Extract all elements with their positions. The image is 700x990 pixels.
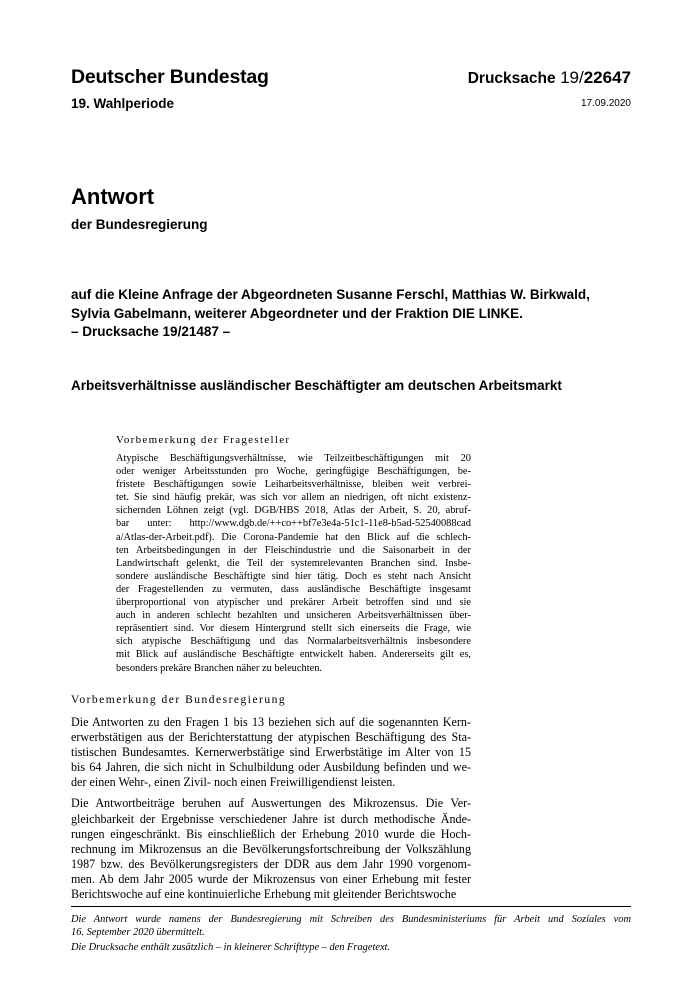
drucksache-id: 22647 xyxy=(583,68,631,87)
footnote-line: Die Antwort wurde namens der Bundesregierung mit Schreiben des Bundesministeriums für Arbeit und Soziales vom xyxy=(71,914,631,925)
text-line: Die Antworten zu den Fragen 1 bis 13 beziehen sich auf die sogenannten Kern- xyxy=(71,715,471,729)
text-line: erwerbstätigen aus der Berichterstattung der atypischen Beschäftigung des Sta- xyxy=(71,730,471,745)
footnote-line: 16. September 2020 übermittelt. xyxy=(71,927,205,938)
anfrage-reference xyxy=(71,286,641,342)
text-line: mit Blick auf ausländische Beschäftigte entwickelt haben. Andererseits gilt es, xyxy=(116,649,471,661)
drucksache-prefix: 19/ xyxy=(560,68,584,87)
footnote xyxy=(71,913,631,954)
text-line: der Fragestellenden zu vermuten, dass ausländische Beschäftigte insgesamt xyxy=(116,583,471,595)
drucksache-label: Drucksache xyxy=(467,70,556,87)
text-line: Die Antwortbeiträge beruhen auf Auswertungen des Mikrozensus. Die Ver- xyxy=(71,796,471,811)
text-line: überproportional von atypischer und prekärer Arbeit betroffen sind und sie xyxy=(116,597,471,609)
text-line: Landwirtschaft gelenkt, die Teil der systemrelevanten Branchen sind. Insbe- xyxy=(116,557,471,569)
text-line: bis 64 Jahren, die sich nicht in Schulbildung oder Ausbildung befinden und we- xyxy=(71,760,471,775)
text-line: rungen eingeschränkt. Bis einschließlich der Erhebung 2010 wurde die Hoch- xyxy=(71,826,471,841)
legislative-period: 19. Wahlperiode xyxy=(71,96,175,111)
text-line: sondere ausländische Beschäftigte sind hier tätig. Doch es steht nach Ansicht xyxy=(116,570,471,582)
document-subtitle: der Bundesregierung xyxy=(71,217,208,232)
text-line: bar unter: http://www.dgb.de/++co++bf7e3e4a-51c1-11e8-b5ad-52540088cad xyxy=(116,518,471,530)
text-line: oder weniger Arbeitsstunden pro Woche, geringfügige Beschäftigungen, be- xyxy=(116,466,471,478)
text-line: tet. Sie sind häufig prekär, was sich vor allem an niedrigen, oft nicht existenz- xyxy=(116,492,471,504)
text-line: repräsentiert sind. Vor diesem Hintergrund stellt sich einerseits die Frage, wie xyxy=(116,623,471,635)
drucksache-number xyxy=(468,68,631,88)
vorbemerkung-bundesregierung-text xyxy=(71,715,471,902)
text-line: sich atypische Beschäftigung und das Normalarbeitsverhältnis insbesondere xyxy=(116,636,471,648)
vorbemerkung-fragesteller-text xyxy=(116,452,471,675)
footnote-divider xyxy=(71,906,631,907)
text-line: tistischen Bundesamtes. Kernerwerbstätige sind Erwerbstätige im Alter von 15 xyxy=(71,745,471,760)
text-line: 1987 bzw. des Bevölkerungsregisters der DDR aus dem Jahr 1990 vorgenom- xyxy=(71,856,471,871)
anfrage-line: – Drucksache 19/21487 – xyxy=(71,324,231,339)
text-line: sichernden Löhnen zeigt (vgl. DGB/HBS 2018, Atlas der Arbeit, S. 20, abruf- xyxy=(116,505,471,517)
organization-name: Deutscher Bundestag xyxy=(71,66,269,88)
text-line: men. Ab dem Jahr 2005 wurde der Mikrozensus von einer Erhebung mit fester xyxy=(71,871,471,886)
text-line: Atypische Beschäftigungsverhältnisse, wie Teilzeitbeschäftigungen mit 20 xyxy=(116,453,471,464)
footnote-line: Die Drucksache enthält zusätzlich – in kleinerer Schrifttype – den Fragetext. xyxy=(71,942,391,953)
text-line: besonders prekäre Branchen näher zu beleuchten. xyxy=(116,662,322,674)
text-line: auch in anderen schlecht bezahlten und unsicheren Arbeitsverhältnissen über- xyxy=(116,610,471,622)
anfrage-line: auf die Kleine Anfrage der Abgeordneten Susanne Ferschl, Matthias W. Birkwald, xyxy=(71,287,590,302)
document-subject: Arbeitsverhältnisse ausländischer Beschäftigter am deutschen Arbeitsmarkt xyxy=(71,378,562,393)
document-date: 17.09.2020 xyxy=(580,98,631,109)
text-line: gleichbarkeit der Ergebnisse verschiedener Jahre ist durch methodische Ände- xyxy=(71,811,471,826)
text-line: Berichtswoche auf eine kontinuierliche Erhebung mit gleitender Berichtswoche xyxy=(71,887,457,902)
text-line: ten Arbeitsbedingungen in der Fleischindustrie und die Saisonarbeit in der xyxy=(116,544,471,556)
vorbemerkung-bundesregierung-heading: Vorbemerkung der Bundesregierung xyxy=(71,694,287,706)
vorbemerkung-fragesteller-heading: Vorbemerkung der Fragesteller xyxy=(116,434,291,446)
text-line: fristete Beschäftigungen sowie Leiharbeitsverhältnisse, bleiben weit verbrei- xyxy=(116,479,471,491)
document-title: Antwort xyxy=(71,184,155,209)
text-line: der einen Wehr-, einen Zivil- noch einen Freiwilligendienst leisten. xyxy=(71,775,396,790)
text-line: rechnung im Mikrozensus an die Bevölkerungsfortschreibung der Volkszählung xyxy=(71,841,471,856)
anfrage-line: Sylvia Gabelmann, weiterer Abgeordneter und der Fraktion DIE LINKE. xyxy=(71,305,523,321)
text-line: a/Atlas-der-Arbeit.pdf). Die Corona-Pandemie hat den Blick auf die schlech- xyxy=(116,531,471,543)
